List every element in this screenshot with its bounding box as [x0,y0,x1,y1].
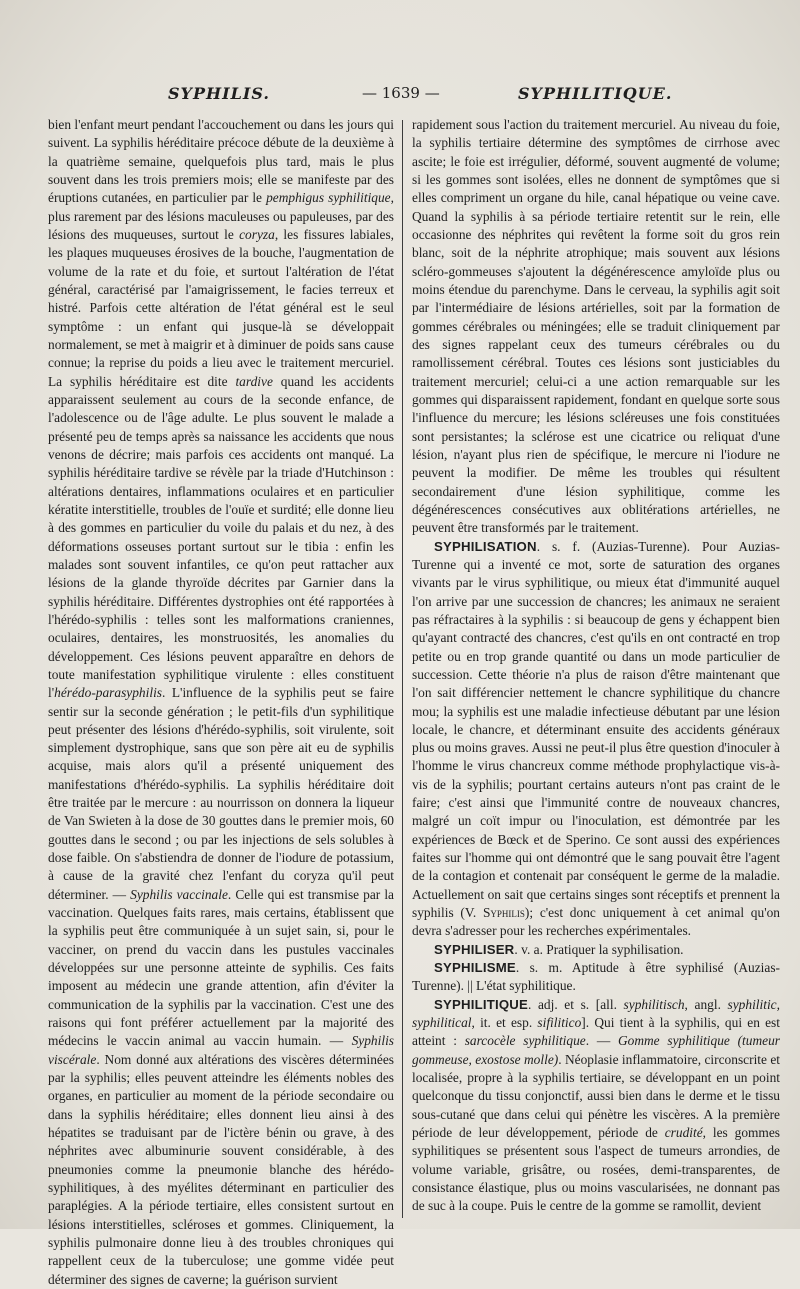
header-left-term: SYPHILIS. [168,84,270,103]
headword: SYPHILITIQUE [434,996,528,1012]
entry-syphilisme: SYPHILISME. s. m. Aptitude à être syphilisé (Auzias-Turenne). || L'état syphilitique. [412,960,780,994]
entry-syphilitique: SYPHILITIQUE. adj. et s. [all. syphilitisch, angl. syphilitic, syphilitical, it. et esp. sifilitico]. Qui tient à la syphilis, qui en est atteint : sarcocèle syphilitique. — Gomme syphilitique (tumeur gommeuse, exostose molle). Néoplasie inflammatoire, circonscrite et localisée, propre à la syphilis tertiaire, se développant en un point quelconque du tissu conjonctif, aussi bien dans le derme et le tissu sous-cutané que dans celui qui pénètre les viscères. A la première période de leur développement, période de crudité, les gommes syphilitiques se présentent sous l'aspect de tumeurs arrondies, de volume variable, grisâtre, ou rosées, demi-transparentes, de consistance élastique, plus ou moins vascularisées, ne donnant pas de suc à la coupe. Puis le centre de la gomme se ramollit, devient [412,996,781,1214]
text-paragraph: rapidement sous l'action du traitement mercuriel. Au niveau du foie, la syphilis tertiaire détermine des symptômes de cirrhose avec ascite; le foie est irrégulier, déformé, souvent augmenté de volume; si les gommes sont isolées, elles ne donnent de symptômes que si elles compriment un organe du hile, canal hépatique ou veine cave. Quand la syphilis à sa période tertiaire retentit sur le rein, elle occasionne des néphrites qui revêtent la forme soit du gros rein blanc, soit de la néphrite atrophique; mais souvent aux lésions scléro-gommeuses s'ajoutent la dégénérescence amyloïde plus ou moins étendue du parenchyme. Dans le cerveau, la syphilis agit soit par l'intermédiaire de lésions artérielles, soit par la formation de gommes cérébrales ou méningées; elle se traduit cliniquement par des signes rappelant ceux des tumeurs cérébrales ou du ramollissement cérébral. Toutes ces lésions sont justiciables du traitement mercuriel; celui-ci a une action remarquable sur les gommes qui disparaissent rapidement, fondant en quelque sorte sous l'influence du mercure; les lésions scléreuses une fois constituées sont persistantes; la sclérose est une cicatrice ou reliquat d'une lésion, n'ayant plus rien de spécifique, le mercure ni l'iodure ne peuvent la modifier. De même les troubles qui résultent secondairement d'une lésion syphilitique, comme les dégénérescences consécutives aux oblitérations artérielles, ne peuvent être transformés par le traitement. [412,117,780,536]
headword: SYPHILISME [434,960,516,976]
right-column [412,116,780,1222]
entry-syphiliser: SYPHILISER. v. a. Pratiquer la syphilisation. [434,941,684,957]
running-header [40,84,800,108]
text-paragraph: bien l'enfant meurt pendant l'accouchement ou dans les jours qui suivent. La syphilis héréditaire précoce débute de la deuxième à la quatrième semaine, quelquefois plus tard, mais le plus souvent dans les trois premiers mois; elle se manifeste par des éruptions cutanées, en particulier par le pemphigus syphilitique, plus rarement par des lésions maculeuses ou papuleuses, par des lésions des muqueuses, surtout le coryza, les fissures labiales, les plaques muqueuses érosives de la bouche, l'augmentation de volume de la rate et du foie, et surtout l'altération de l'état général, caractérisé par l'amaigrissement, le facies terreux et histré. Parfois cette altération de l'état général est le seul symptôme : un enfant qui jusque-là se développait normalement, se met à maigrir et à diminuer de poids sans cause connue; la reprise du poids a lieu avec le traitement mercuriel. La syphilis héréditaire est dite tardive quand les accidents apparaissent seulement au cours de la seconde enfance, de l'adolescence ou de l'âge adulte. Le plus souvent le malade a présenté peu de temps après sa naissance les accidents que nous venons de décrire; mais parfois ces accidents ont manqué. La syphilis héréditaire tardive se révèle par la triade d'Hutchinson : altérations dentaires, inflammations oculaires et en particulier kératite interstitielle, troubles de l'ouïe et surdité; elle donne lieu à des gommes en particulier du voile du palais et du nez, à des déformations osseuses portant surtout sur le tibia : enfin les malades sont souvent infantiles, ce qu'on peut rattacher aux lésions de la glande thyroïde décrites par Garnier dans la syphilis héréditaire. Différentes dystrophies ont été rapportées à l'hérédo-syphilis : telles sont les malformations craniennes, oculaires, dentaires, les monstruosités, les anomalies du développement. Ces lésions peuvent apparaître en dehors de toute manifestation syphilitique virulente : elles constituent l'hérédo-parasyphilis. L'influence de la syphilis peut se faire sentir sur la seconde génération ; le petit-fils d'un syphilitique peut présenter des lésions d'hérédo-syphilis, soit virulente, soit simplement dystrophique, sans que son père ait eu de syphilis acquise, mais alors qu'il a présenté uniquement des manifestations d'hérédo-syphilis. La syphilis héréditaire doit être traitée par le mercure : au nourrisson on donnera la liqueur de Van Swieten à la dose de 30 gouttes dans le premier mois, 60 gouttes dans le second ; ou par les injections de sels solubles à dose faible. On s'abstiendra de donner de l'iodure de potassium, à cause de la gravité chez l'enfant du coryza qu'il peut déterminer. — Syphilis vaccinale. Celle qui est transmise par la vaccination. Quelques faits rares, mais certains, établissent que la syphilis peut être communiquée à un sujet sain, si, pour le vacciner, on prend du vaccin dans les pustules vaccinales développées sur une personne atteinte de syphilis. Ces faits imposent au médecin une grande attention, afin d'éviter la communication de la syphilis par la vaccination. C'est une des raisons qui font préférer actuellement par la majorité des médecins le vaccin animal au vaccin humain. — Syphilis viscérale. Nom donné aux altérations des viscères déterminées par la syphilis; elles peuvent atteindre les éléments nobles des organes, en particulier au moment de la période secondaire ou dans la syphilis héréditaire; elles donnent lieu ainsi à des hépatites se traduisant par de l'ictère bénin ou grave, à des néphrites avec albuminurie souvent considérable, à des pneumonies comme la pneumonie blanche des hérédo-syphilitiques, à des myélites déterminant en particulier des paraplégies. A la période tertiaire, elles consistent surtout en lésions interstitielles, scléroses et gommes. Cliniquement, la syphilis pulmonaire donne lieu à des troubles chroniques qui rappellent ceux de la tuberculose; une gomme vidée peut déterminer des signes de caverne; la guérison survient [48,117,394,1287]
column-divider [402,120,403,1218]
left-column [48,116,394,1287]
headword: SYPHILISER [434,941,515,957]
headword: SYPHILISATION [434,538,537,554]
page-number: — 1639 — [362,84,440,102]
entry-syphilisation: SYPHILISATION. s. f. (Auzias-Turenne). Pour Auzias-Turenne qui a inventé ce mot, sorte de saturation des organes vivants par le virus syphilitique, ou mieux état d'immunité auquel l'on arrive par une succession de chancres; les animaux ne seraient pas réfractaires à la syphilis : si beaucoup de gens y échappent bien qu'ayant contracté des chancres, c'est qu'ils en ont contracté en trop petite ou en trop grande quantité ou dans un mode particulier de succession. Cette théorie n'a plus de raison d'être maintenant que l'on sait différencier nettement le chancre syphilitique du chancre mou; la syphilis est une maladie infectieuse débutant par une lésion locale, le chancre, et déterminant ensuite des accidents généraux plus ou moins graves. Aussi ne peut-il plus être question d'inoculer à l'homme le virus chancreux comme méthode prophylactique vis-à-vis de la syphilis; pourtant certains auteurs n'ont pas craint de le faire; c'est ainsi que l'immunité contre de nouveaux chancres, malgré un coït impur ou l'inoculation, est démontrée par les expériences de Bœck et de Sperino. Ce sont aussi des expériences faites sur l'homme qui ont démontré que le sang pouvait être l'agent de la contagion et contenait par conséquent le germe de la maladie. Actuellement on sait que certains singes sont réceptifs et prennent la syphilis (V. Syphilis); c'est donc uniquement à cet animal qu'on devra s'adresser pour les recherches expérimentales. [412,538,780,939]
header-right-term: SYPHILITIQUE. [518,84,673,103]
